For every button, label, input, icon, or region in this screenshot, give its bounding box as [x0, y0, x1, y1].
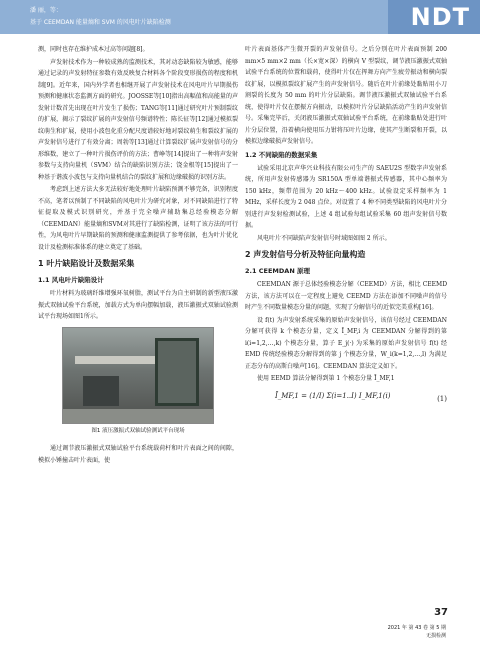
- header-title: 基于 CEEMDAN 能量熵和 SVM 的风电叶片缺陷检测: [30, 19, 171, 26]
- paragraph: CEEMDAN 源于总体经验模态分解（CEEMD）方法，相比 CEEMD 方法，该方法可以在一定程度上避免 CEEMD 方法在添加不同噪声的信号时产生不同数量模态分量的问题，实现了分解信号的近似完美重构[16]。: [245, 281, 447, 311]
- paragraph: 叶片表面基体产生微开裂的声发射信号。之后分别在叶片表面预制 200 mm×5 mm×2 mm（长×宽×深）的横向 V 型裂纹，调节液压激振式双轴试验平台系统的位置和载荷，使得叶片仅在挥舞方向产生疲劳振动和横向裂纹扩展，以模拟裂纹扩展产生的声发射信号。随后在叶片前缘处黏贴用小刀割裂的长度为 50 mm 的叶片分层缺陷。调节液压激振式双轴试验平台系统，使得叶片仅在摆振方向振动，以模拟叶片分层缺陷活动产生的声发射信号。采集完毕后，关闭液压激振式双轴试验平台系统，在前缘黏贴处进行叶片分层位置，沿着横向使用压力钳将压叶片边缘，使其产生断裂和开裂，以模拟边缘破损声发射信号。: [245, 46, 447, 145]
- paragraph: 测，同时也存在维护成本过高等问题[8]。: [38, 46, 149, 53]
- header-authors: 潘 丽，等：: [30, 7, 62, 14]
- left-column: [38, 44, 238, 467]
- equation-number: (1): [437, 394, 447, 403]
- right-column: [245, 44, 447, 411]
- paragraph: 使用 EEMD 算法分解得到第 1 个模态分量 Ī_MF,1: [257, 375, 395, 382]
- photo-equipment: [83, 376, 119, 406]
- journal-name: 无损检测: [425, 633, 446, 639]
- subsection-heading: 1.1 风电叶片缺陷设计: [38, 276, 104, 284]
- equation-body: Ī_MF,1 = (1/I) Σ(i=1..I) I_MF,1(i): [275, 391, 391, 400]
- issue-volume: 2021 年 第 43 卷 第 5 期: [387, 625, 446, 631]
- issue-info: [388, 624, 446, 640]
- subsection-heading: 1.2 不同缺陷的数据采集: [245, 150, 318, 159]
- section-heading: 1 叶片缺陷设计及数据采集: [38, 259, 135, 268]
- photo-frame: [155, 338, 199, 406]
- test-platform-photo: [62, 327, 214, 424]
- paragraph: 考虑到上述方法大多无法较好地处理叶片缺陷预测不够完备，识别程度不高，笔者以预制了不同缺陷的风电叶片为研究对象，对不同缺陷进行了特征提取及模式识别研究，并基于完全噪声辅助集总经验模态分解（CEEMDAN）能量熵和SVM对其进行了缺陷检测，证明了该方法的可行性，为风电叶片早期缺陷的预测和健康监测提供了参考依据，也为叶片优化设计及检测标准体系的建立奠定了基础。: [38, 186, 238, 251]
- paragraph: 叶片材料为玻璃纤维增强环氧树脂，测试平台为自主研制的新型液压激振式双轴试验平台系统，加载方式为单向摆幅加载，液压激振式双轴试验测试平台现场如图1所示。: [38, 290, 238, 320]
- paragraph: 试验采用北京声华兴业科技有限公司生产的 SAEU2S 型数字声发射系统，所用声发射传感器为 SR150A 型单端谐振式传感器，其中心频率为 150 kHz，频带范围为 20 kHz～400 kHz。试验设定采样频率为 1 MHz，采样长度为 2 048 点位。对设置了 4 种不同类型缺陷的风电叶片分别进行声发射检测试验，上述 4 组试验每组试验采集 60 组声发射信号数据。: [245, 164, 447, 229]
- section-heading: 2 声发射信号分析及特征向量构造: [245, 250, 366, 259]
- journal-logo: NDT: [388, 0, 480, 34]
- page-header: [0, 0, 480, 34]
- photo-floor: [63, 409, 213, 423]
- paragraph: 风电叶片不同缺陷声发射信号时域图如图 2 所示。: [257, 234, 391, 242]
- paragraph: 设 f(t) 为声发射系统采集的原始声发射信号，该信号经过 CEEMDAN 分解可获得 k 个模态分量，定义 Ī_MF,i 为 CEEMDAN 分解得到的第 i(i=1,2,…,k) 个模态分量，算子 E_j(·) 为采集的原始声发射信号 f(t) 经 EMD 传统经验模态分解得到的第 j 个模态分量，W_i(k=1,2,…,l) 为满足正态分布的高斯白噪声[16]。CEEMDAN 算法定义如下。: [245, 316, 447, 370]
- paragraph: 声发射技术作为一种较成熟的监测技术，其对动态缺陷较为敏感，能够通过记录的声发射特征参数有效反映复合材料各个阶段变形损伤的程度和机制[9]。近年来，国内外学者也相继开展了声发射技术在风电叶片早期损伤预测和健康状态监测方面的研究。JOOSSE等[10]指出高幅值和高能量的声发射计数首先出现在叶片发生了损伤；TANG等[11]通过研究叶片预制裂纹的扩展，揭示了裂纹扩展的声发射信号频谱特性；陈长征等[12]通过模拟裂纹萌生和扩展，使用小波包化重分配尺度谱较好地对裂纹萌生和裂纹扩展的声发射信号进行了有效分离；周勃等[13]通过计算裂纹扩展声发射信号的分形维数，建立了一种叶片损伤评价的方法；曹峥等[14]提出了一种将声发射参数与支持向量机（SVM）结合的缺陷识别方法；饶金根等[15]提出了一种基于谐波小波包与支持向量机结合的裂纹扩展和边缘破损的识别方法。: [38, 58, 238, 181]
- page-number: 37: [434, 607, 448, 618]
- paragraph: 通过调节液压激振式双轴试验平台系统载荷杆和叶片表面之间的间隙，模拟小锤撞击叶片表面，使: [38, 445, 238, 464]
- figure-caption: 图1 液压激振式双轴试验测试平台现场: [91, 427, 185, 434]
- subsection-heading: 2.1 CEEMDAN 原理: [245, 267, 311, 275]
- equation: [245, 389, 447, 411]
